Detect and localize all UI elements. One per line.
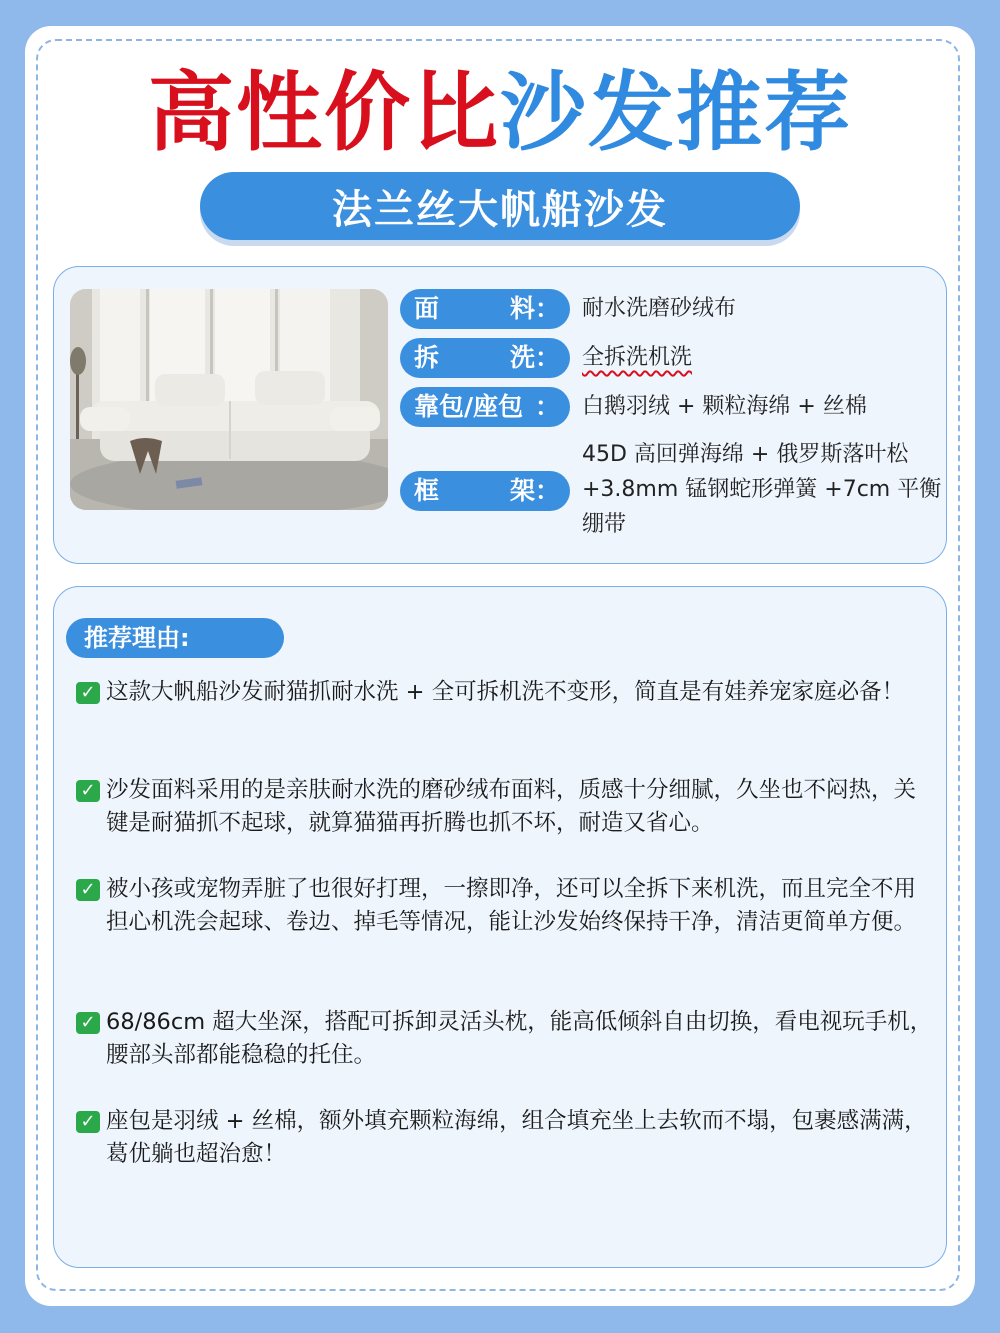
product-name-banner: 法兰丝大帆船沙发 [200, 172, 800, 240]
spec-value-frame: 45D 高回弹海绵 + 俄罗斯落叶松 +3.8mm 锰钢蛇形弹簧 +7cm 平衡绷带 [582, 442, 942, 537]
title-red-part: 高性价比 [148, 63, 500, 163]
title-blue-part: 沙发推荐 [500, 63, 852, 163]
reason-item [76, 676, 936, 709]
reason-item [76, 1006, 936, 1072]
reason-item [76, 774, 936, 840]
spec-label-washing [400, 338, 570, 378]
spec-label-text: 拆 [414, 343, 440, 372]
check-icon: ✓ [76, 1111, 100, 1133]
reason-text: 68/86cm 超大坐深，搭配可拆卸灵活头枕，能高低倾斜自由切换，看电视玩手机，腰部头部都能稳稳的托住。 [106, 1009, 933, 1068]
spec-label-text: 架： [509, 476, 560, 505]
spec-label-material [400, 289, 570, 329]
spec-label-text: 洗： [509, 343, 560, 372]
spec-label-text: 料： [509, 294, 560, 323]
reason-item [76, 873, 936, 939]
page-title [0, 58, 1000, 168]
reason-text: 这款大帆船沙发耐猫抓耐水洗 + 全可拆机洗不变形，简直是有娃养宠家庭必备！ [106, 679, 905, 705]
check-icon: ✓ [76, 879, 100, 901]
spec-value-washing: 全拆洗机洗 [582, 345, 693, 370]
reasons-heading: 推荐理由: [66, 618, 284, 658]
spec-value-cushion: 白鹅羽绒 + 颗粒海绵 + 丝棉 [582, 394, 867, 419]
spec-label-frame [400, 471, 570, 511]
spec-label-text: 靠包/座包 [414, 392, 524, 421]
reason-text: 座包是羽绒 + 丝棉，额外填充颗粒海绵，组合填充坐上去软而不塌，包裹感满满，葛优躺也超治愈！ [106, 1108, 927, 1167]
check-icon: ✓ [76, 780, 100, 802]
spec-label-text: 面 [414, 294, 440, 323]
reason-text: 被小孩或宠物弄脏了也很好打理，一擦即净，还可以全拆下来机洗，而且完全不用担心机洗会起球、卷边、掉毛等情况，能让沙发始终保持干净，清洁更简单方便。 [106, 876, 917, 935]
check-icon: ✓ [76, 1012, 100, 1034]
spec-label-text: ： [534, 392, 560, 421]
spec-label-cushion [400, 387, 570, 427]
spec-label-text: 框 [414, 476, 440, 505]
check-icon: ✓ [76, 682, 100, 704]
reason-item [76, 1105, 936, 1171]
spec-value-material: 耐水洗磨砂绒布 [582, 296, 737, 321]
reason-text: 沙发面料采用的是亲肤耐水洗的磨砂绒布面料，质感十分细腻，久坐也不闷热，关键是耐猫抓不起球，就算猫猫再折腾也抓不坏，耐造又省心。 [106, 777, 917, 836]
sofa-photo [70, 289, 388, 510]
